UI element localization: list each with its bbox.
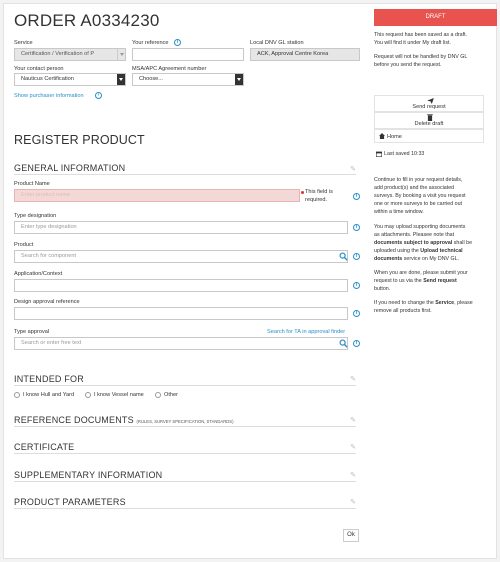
continue-line1: Continue to fill in your request details, [374,177,463,183]
change-line1 [374,299,486,307]
home-icon [379,133,385,139]
station-field: ACK, Approval Centre Korea [250,48,360,61]
divider [14,481,356,482]
radio-vessel-name-label: I know Vessel name [94,392,144,398]
done-text-2: request to us via the [374,278,424,284]
type-designation-placeholder: Enter type designation [21,224,77,230]
upload-bold-3: documents [374,256,403,262]
pencil-icon[interactable]: ✎ [350,166,356,173]
divider [14,426,356,427]
pencil-icon[interactable]: ✎ [350,499,356,506]
handled-note-line2: before you send the request. [374,62,442,68]
change-bold: Service [435,300,455,306]
msa-label: MSA/APC Agreement number [132,66,207,72]
product-label: Product [14,242,34,248]
product-name-input[interactable] [14,189,300,202]
service-select[interactable] [14,48,126,61]
done-bold: Send request [423,278,457,284]
radio-hull-yard[interactable] [14,392,20,398]
product-search-input[interactable] [14,250,348,263]
done-note [374,269,486,293]
show-purchaser-link[interactable] [14,93,84,99]
home-button[interactable] [374,129,484,143]
design-approval-input[interactable] [14,307,348,320]
last-saved: Last saved 10:33 [384,151,425,157]
info-icon[interactable]: i [353,310,360,317]
status-badge: DRAFT [374,9,497,26]
upload-line5 [374,255,486,263]
radio-vessel-name[interactable] [85,392,91,398]
search-icon[interactable] [339,252,348,261]
info-icon[interactable]: i [174,39,181,46]
contact-label: Your contact person [14,66,64,72]
type-approval-placeholder: Search or enter free text [21,340,82,346]
change-line2: remove all products first. [374,308,432,314]
divider [14,174,356,175]
radio-other-label: Other [164,392,178,398]
reference-label: Your reference [132,40,169,46]
purchaser-link-label: Show purchaser information [14,93,84,99]
msa-value: Choose... [139,76,163,82]
general-info-heading: GENERAL INFORMATION [14,163,126,173]
application-input[interactable] [14,279,348,292]
service-value: Certification / Verification of P [21,51,95,57]
home-label: Home [387,134,402,140]
info-icon[interactable]: i [353,253,360,260]
reference-documents-title: REFERENCE DOCUMENTS [14,415,134,425]
upload-line2: as attachments. Pleasee note that [374,232,455,238]
product-parameters-heading: PRODUCT PARAMETERS [14,497,126,507]
approval-finder-link[interactable]: Search for TA in approval finder [267,329,346,335]
reference-documents-subtitle: (RULES, SURVEY SPECIFICATION, STANDARDS) [136,419,234,424]
reference-input[interactable] [132,48,244,61]
continue-note [374,176,486,216]
chevron-circle-icon[interactable]: › [95,92,102,99]
radio-other[interactable] [155,392,161,398]
change-note [374,299,486,315]
type-designation-input[interactable] [14,221,348,234]
required-message-line1: This field is [305,189,333,195]
intended-for-heading: INTENDED FOR [14,374,84,384]
divider [14,508,356,509]
chevron-down-icon [117,74,125,85]
info-icon[interactable]: i [353,282,360,289]
reference-documents-heading [14,415,233,425]
pencil-icon[interactable]: ✎ [350,417,356,424]
saved-note [374,31,486,47]
chevron-down-icon [235,74,243,85]
continue-line5: within a time window. [374,209,424,215]
pencil-icon[interactable]: ✎ [350,376,356,383]
upload-bold-1: documents subject to approval [374,240,453,246]
done-line3: button. [374,286,391,292]
divider [14,385,356,386]
page-title: ORDER A0334230 [14,11,160,30]
msa-select[interactable] [132,73,244,86]
type-designation-label: Type designation [14,213,57,219]
upload-line1: You may upload supporting documents [374,224,466,230]
divider [14,453,356,454]
send-request-label: Send request [412,104,446,110]
upload-line3 [374,239,486,247]
delete-draft-label: Delete draft [414,121,444,127]
change-text-1: If you need to change the [374,300,436,306]
continue-line3: surveys. By booking a visit you request [374,193,466,199]
contact-select[interactable] [14,73,126,86]
handled-note-line1: Request will not be handled by DNV GL [374,54,468,60]
product-name-label: Product Name [14,181,50,187]
type-approval-label: Type approval [14,329,50,335]
saved-note-line2: You will find it under My draft list. [374,40,451,46]
trash-icon [427,114,433,121]
error-dot-icon [301,191,304,194]
register-heading: REGISTER PRODUCT [14,133,145,147]
service-label: Service [14,40,33,46]
chevron-down-icon [117,49,125,60]
upload-note [374,223,486,263]
radio-hull-yard-label: I know Hull and Yard [23,392,75,398]
ok-button[interactable]: Ok [343,529,359,542]
pencil-icon[interactable]: ✎ [350,444,356,451]
certificate-heading: CERTIFICATE [14,442,75,452]
continue-line2: add product(s) and the associated [374,185,455,191]
done-line2 [374,277,486,285]
send-request-button[interactable] [374,95,484,112]
upload-text-4: uploaded using the [374,248,421,254]
calendar-icon [376,151,382,157]
change-text-1c: , please [454,300,473,306]
info-icon[interactable]: i [353,193,360,200]
application-label: Application/Context [14,271,63,277]
pencil-icon[interactable]: ✎ [350,472,356,479]
contact-value: Nauticus Certification [21,76,74,82]
search-icon[interactable] [339,339,348,348]
required-message-line2: required. [305,197,328,203]
info-icon[interactable]: i [353,340,360,347]
type-approval-input[interactable] [14,337,348,350]
delete-draft-button[interactable] [374,112,484,129]
done-line1: When you are done, please submit your [374,270,468,276]
station-label: Local DNV GL station [250,40,304,46]
info-icon[interactable]: i [353,224,360,231]
handled-note [374,53,486,69]
continue-line4: one or more surveys to be carried out [374,201,463,207]
design-approval-label: Design approval reference [14,299,80,305]
upload-line4 [374,247,486,255]
product-name-placeholder: Enter product name [21,192,71,198]
saved-note-line1: This request has been saved as a draft. [374,32,468,38]
supplementary-heading: SUPPLEMENTARY INFORMATION [14,470,163,480]
upload-bold-2: Upload technical [420,248,463,254]
upload-text-5: service on My DNV GL. [402,256,460,262]
product-placeholder: Search for component [21,253,77,259]
upload-text-3: shall be [452,240,473,246]
